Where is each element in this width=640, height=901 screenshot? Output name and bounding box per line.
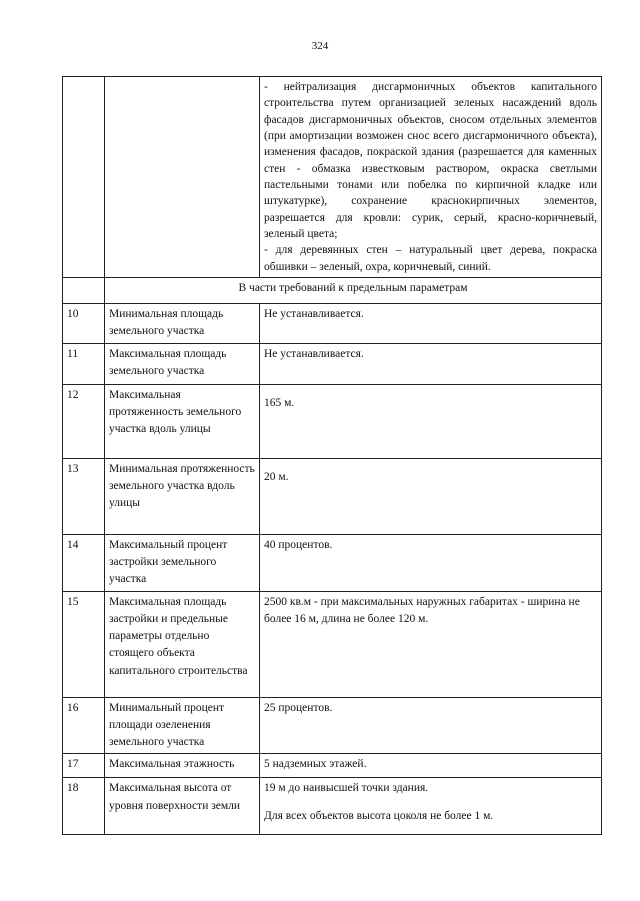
- intro-text-cell: [260, 77, 602, 278]
- row-number: 17: [63, 754, 105, 778]
- parameter-value: [260, 697, 602, 754]
- parameter-name: Минимальный процент площади озеленения земельного участка: [105, 697, 260, 754]
- parameter-name: Максимальная этажность: [105, 754, 260, 778]
- section-num-cell: [63, 277, 105, 303]
- intro-name-cell: [105, 77, 260, 278]
- value-text: Не устанавливается.: [264, 307, 364, 320]
- parameter-value: [260, 534, 602, 591]
- table-row: [63, 384, 602, 458]
- parameter-value: [260, 343, 602, 384]
- section-row: [63, 277, 602, 303]
- value-text: Не устанавливается.: [264, 347, 364, 360]
- value-text: 25 процентов.: [264, 701, 333, 714]
- table-row: [63, 591, 602, 697]
- value-text: 165 м.: [264, 396, 295, 409]
- parameter-name: Минимальная протяженность земельного участка вдоль улицы: [105, 458, 260, 534]
- parameter-value: [260, 458, 602, 534]
- parameter-name: Максимальный процент застройки земельного участка: [105, 534, 260, 591]
- value-text: 19 м до наивысшей точки здания.: [264, 782, 429, 795]
- page-number: 324: [311, 40, 329, 52]
- parameter-value: [260, 754, 602, 778]
- value-text-secondary: Для всех объектов высота цоколя не более 1 м.: [264, 809, 494, 822]
- table-row: [63, 697, 602, 754]
- row-number: 10: [63, 303, 105, 343]
- table-row: [63, 303, 602, 343]
- intro-paragraph: - нейтрализация дисгармоничных объектов капитального строительства путем организацией зеленых насаждений вдоль фасадов дисгармоничных объектов, сносом отдельных элементов (при амортизации возможен снос всего дисгармоничного объекта), изменения фасадов, покраской здания (разрешается для каменных стен - обмазка известковым раствором, окраска светлыми пастельными тонами или побелка по кирпичной кладке или штукатурке), сохранение краснокирпичных элементов, разрешается для кровли: сурик, серый, красно-коричневый, зеленый цвета;: [264, 81, 597, 240]
- table-row: [63, 343, 602, 384]
- table-row: [63, 458, 602, 534]
- table-row: [63, 534, 602, 591]
- row-number: 13: [63, 458, 105, 534]
- parameter-name: Максимальная высота от уровня поверхности земли: [105, 778, 260, 835]
- section-title: В части требований к предельным параметрам: [105, 277, 602, 303]
- parameter-value: [260, 303, 602, 343]
- parameter-value: [260, 778, 602, 835]
- value-text: 40 процентов.: [264, 538, 333, 551]
- parameter-name: Максимальная площадь земельного участка: [105, 343, 260, 384]
- table-row: [63, 778, 602, 835]
- row-number: 16: [63, 697, 105, 754]
- row-number: 12: [63, 384, 105, 458]
- parameter-name: Максимальная площадь застройки и предельные параметры отдельно стоящего объекта капитального строительства: [105, 591, 260, 697]
- intro-paragraph: - для деревянных стен – натуральный цвет дерева, покраска обшивки – зеленый, охра, коричневый, синий.: [264, 244, 597, 273]
- parameter-name: Максимальная протяженность земельного участка вдоль улицы: [105, 384, 260, 458]
- value-text: 5 надземных этажей.: [264, 758, 367, 771]
- parameter-value: [260, 591, 602, 697]
- row-number: 11: [63, 343, 105, 384]
- parameter-name: Минимальная площадь земельного участка: [105, 303, 260, 343]
- intro-row: [63, 77, 602, 278]
- requirements-table: [62, 76, 602, 835]
- table-row: [63, 754, 602, 778]
- intro-num-cell: [63, 77, 105, 278]
- value-text: 2500 кв.м - при максимальных наружных габаритах - ширина не более 16 м, длина не более 120 м.: [264, 595, 580, 625]
- value-text: 20 м.: [264, 470, 289, 483]
- parameter-value: [260, 384, 602, 458]
- row-number: 18: [63, 778, 105, 835]
- row-number: 15: [63, 591, 105, 697]
- row-number: 14: [63, 534, 105, 591]
